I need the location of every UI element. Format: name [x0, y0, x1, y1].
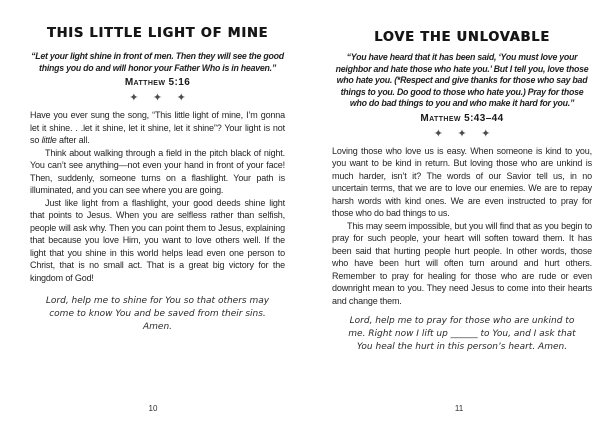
scripture-quote: “Let your light shine in front of men. Then they will see the good things you do and will honor your Father Who is in heaven.”	[31, 51, 284, 73]
chapter-title: THIS LITTLE LIGHT OF MINE	[46, 26, 269, 41]
body-paragraph: Just like light from a flashlight, your good deeds shine light that points to Jesus. When you are selfless rather than selfish, people will ask why. Then you can point them to Jesus, explaining that because you love Him, you want to love others well. If the light that you shine in this world helps lead even one person to Christ, that is no small act. That is a great big victory for the kingdom of God!	[30, 197, 285, 283]
page-right	[306, 0, 612, 432]
prayer-text: Lord, help me to shine for You so that others may come to know You and be saved from their sins. Amen.	[45, 296, 270, 333]
four-pointed-star-icon: ✦	[457, 127, 467, 140]
page-number: 10	[148, 404, 158, 413]
body-text-segment: after all.	[56, 135, 90, 146]
scripture-reference: Matthew 5:16	[124, 77, 191, 89]
devotional-body	[332, 145, 592, 308]
sparkle-divider	[332, 126, 592, 141]
devotional-body	[30, 109, 285, 284]
four-pointed-star-icon: ✦	[433, 127, 443, 140]
four-pointed-star-icon: ✦	[152, 92, 163, 105]
body-text-segment: Have you ever sung the song, “This little light of mine, I’m gonna let it shine. . .let it shine, let it shine, let it shine”? Your light is not so	[30, 110, 285, 146]
body-paragraph: Loving those who love us is easy. When someone is kind to you, you want to be kind in return. But loving those who are unkind is much harder, isn’t it? The words of our Savior tell us, in no uncertain terms, that we are to love our enemies. We are to repay harsh words with kind ones. We are even instructed to pray for those who do bad things to us.	[332, 145, 592, 219]
body-paragraph	[30, 109, 285, 147]
chapter-title: LOVE THE UNLOVABLE	[374, 30, 550, 45]
scripture-quote: “You have heard that it has been said, ‘You must love your neighbor and hate those who hate you.’ But I tell you, love those who hate you. (*Respect and give thanks for those who say bad things to you. Do good to those who hate you.) Pray for those who do bad things to you and who make it hard for you.”	[335, 52, 589, 109]
body-paragraph: This may seem impossible, but you will find that as you begin to pray for such people, your heart will soften toward them. It has been said that hurting people hurt people. In other words, those who have been hurt will often turn around and hurt others. Remember to pray for healing for those who are rude or even downright mean to you. They need Jesus to come into their hearts and change them.	[332, 220, 592, 306]
page-number: 11	[454, 404, 464, 413]
prayer-text: Lord, help me to pray for those who are unkind to me. Right now I lift up ______ to You, and I ask that You heal the hurt in this person’s heart. Amen.	[348, 316, 576, 353]
body-paragraph: Think about walking through a field in the pitch black of night. You can’t see anything—not even your hand in front of your face! Then, suddenly, someone turns on a flashlight. Your path is illuminated, and you can see where you are going.	[30, 147, 285, 196]
four-pointed-star-icon: ✦	[129, 92, 139, 105]
four-pointed-star-icon: ✦	[176, 92, 186, 105]
four-pointed-star-icon: ✦	[481, 127, 491, 140]
scripture-reference: Matthew 5:43–44	[420, 112, 504, 124]
sparkle-divider	[30, 90, 285, 105]
body-text-emphasis: little	[41, 135, 57, 146]
